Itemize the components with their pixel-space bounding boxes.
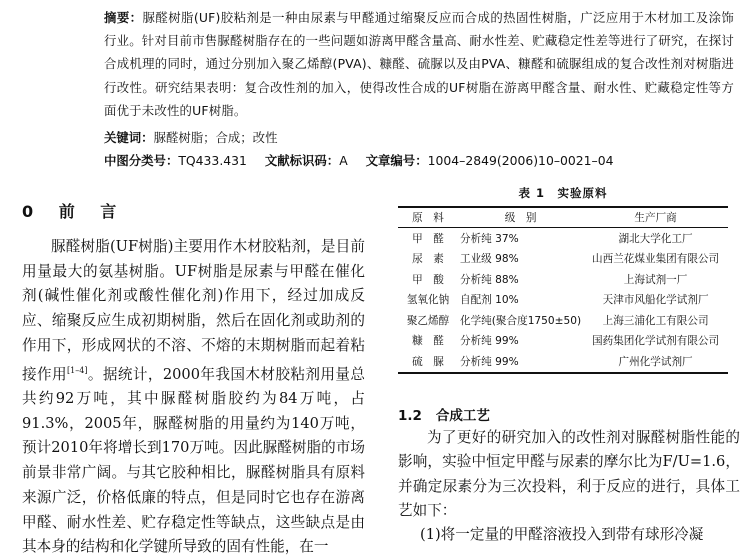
header-grade: 级 别 [458,207,583,228]
cell-material: 尿 素 [412,253,444,266]
cell-material: 甲 酸 [412,273,444,286]
abstract-text: 脲醛树脂(UF)胶粘剂是一种由尿素与甲醛通过缩聚反应而合成的热固性树脂，广泛应用于木材加工及涂饰行业。针对目前市售脲醛树脂存在的一些问题如游离甲醛含量高、耐水性差、贮藏稳定性差等进行了研究，在探讨合成机理的同时，通过分别加入聚乙烯醇(PVA)、糠醛、硫脲以及由PVA、糠醛和硫脲组成的复合改性剂对树脂进行改性。研究结果表明：复合改性剂的加入，使得改性合成的UF树脂在游离甲醛含量、耐水性、贮藏稳定性等方面优于未改性的UF树脂。 [104,10,734,118]
table-row [398,351,728,373]
cell-manufacturer: 广州化学试剂厂 [583,351,728,373]
table-row [398,331,728,352]
table-header-row [398,207,728,228]
introduction-paragraph [22,235,365,560]
cell-material: 糠 醛 [412,335,444,348]
cell-grade: 分析纯 37% [460,232,519,245]
cell-grade: 分析纯 99% [460,335,519,348]
cell-manufacturer: 湖北大学化工厂 [618,232,693,245]
keywords-text: 脲醛树脂；合成；改性 [153,130,278,145]
table-row [398,269,728,290]
table-row [398,249,728,270]
cell-grade: 工业级 98% [460,253,519,266]
clc-label: 中图分类号： [104,153,179,168]
cell-grade: 化学纯(聚合度1750±50) [460,314,582,327]
cell-manufacturer: 天津市风船化学试剂厂 [602,294,709,307]
table-row [398,228,728,249]
cell-manufacturer: 上海试剂一厂 [623,273,688,286]
section-number: 1.2 [398,408,422,424]
cell-material: 硫 脲 [398,351,458,373]
cell-material: 氢氧化钠 [406,294,450,307]
clc-value: TQ433.431 [178,153,247,168]
doc-code-label: 文献标识码： [264,153,340,168]
doc-code-value: A [339,153,348,168]
abstract-label: 摘要： [104,10,143,25]
introduction-text: 脲醛树脂(UF树脂)主要用作木材胶粘剂，是目前用量最大的氨基树脂。UF树脂是尿素与甲醛在催化剂(碱性催化剂或酸性催化剂)作用下，经过加成反应、缩聚反应生成初期树脂，然后在固化剂或助剂的作用下，形成网状的不溶、不熔的末期树脂而起着粘接作用 [22,238,365,383]
section-title: 合成工艺 [435,408,490,424]
keywords [104,128,277,146]
cell-material: 甲 醛 [412,232,444,245]
cell-manufacturer: 山西兰花煤业集团有限公司 [592,253,720,266]
table-caption: 表 1 实验原料 [518,186,608,200]
table-row [398,290,728,311]
cell-material: 聚乙烯醇 [406,314,450,327]
keywords-label: 关键词： [104,130,154,145]
article-no-value: 1004–2849(2006)10–0021–04 [427,153,614,168]
article-no-label: 文章编号： [365,153,428,168]
synthesis-step-1: (1)将一定量的甲醛溶液投入到带有球形冷凝 [420,526,704,543]
section-heading-synthesis [398,404,490,424]
cell-grade: 分析纯 88% [460,273,519,286]
header-material: 原 料 [398,207,458,228]
cell-manufacturer: 上海三浦化工有限公司 [602,314,709,327]
citation: [1–4] [67,365,88,375]
cell-grade: 自配剂 10% [460,294,519,307]
materials-table [398,206,728,374]
classification-line [104,151,614,169]
section-heading-introduction: 0 前 言 [22,202,127,221]
synthesis-paragraph: 为了更好的研究加入的改性剂对脲醛树脂性能的影响，实验中恒定甲醛与尿素的摩尔比为F/U=1.6，并确定尿素分为三次投料，利于反应的进行，具体工艺如下： [398,429,740,519]
cell-manufacturer: 国药集团化学试剂有限公司 [592,335,720,348]
cell-grade: 分析纯 99% [458,351,583,373]
introduction-text-continued: 。据统计，2000年我国木材胶粘剂用量总共约92万吨，其中脲醛树脂胶约为84万吨，占91.3%，2005年，脲醛树脂的用量约为140万吨，预计2010年将增长到170万吨。因此脲醛树脂的市场前景非常广阔。与其它胶种相比，脲醛树脂具有原料来源广泛，价格低廉的特点，但是同时它也存在游离甲醛、耐水性差、贮存稳定性等缺点，这些缺点是由其本身的结构和化学键所导致的固有性能，在一 [22,365,365,556]
header-manufacturer: 生产厂商 [583,207,728,228]
abstract [104,6,734,122]
table-row [398,310,728,331]
